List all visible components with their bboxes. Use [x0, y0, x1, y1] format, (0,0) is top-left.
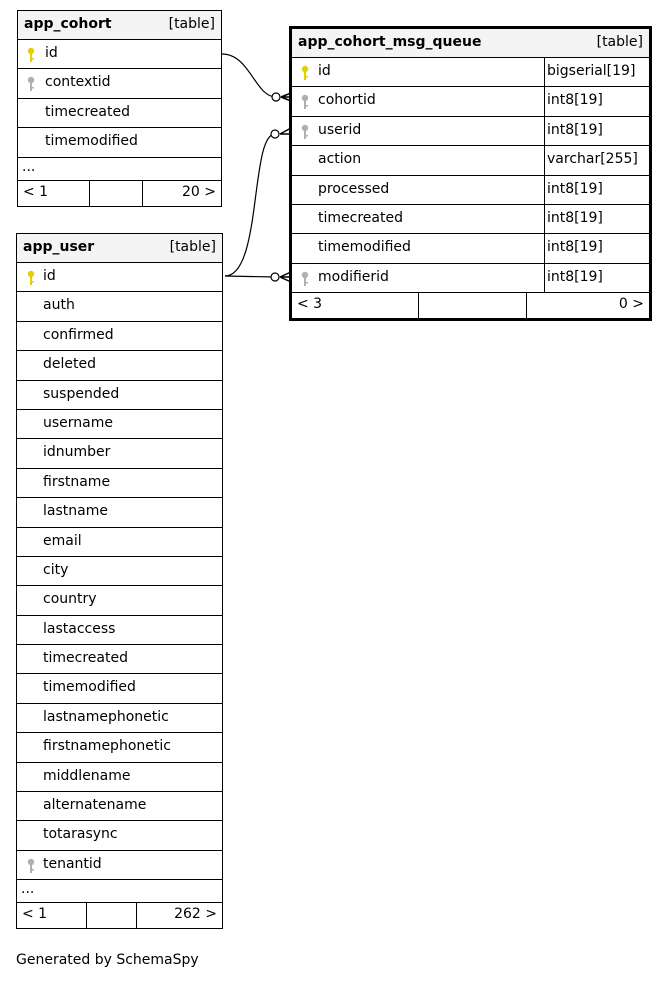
column-row[interactable]: [17, 381, 222, 410]
column-list: [292, 58, 649, 293]
link-user-to-queue-userid: [225, 134, 275, 276]
column-name: timemodified: [318, 239, 411, 256]
children-count[interactable]: 20 >: [182, 183, 216, 200]
column-type: varchar[255]: [547, 151, 638, 168]
column-type: int8[19]: [547, 268, 603, 285]
column-name: timemodified: [43, 679, 136, 696]
column-name: confirmed: [43, 326, 114, 343]
footer-divider: [86, 903, 87, 928]
foreign-key-icon: [300, 271, 310, 287]
column-row[interactable]: [17, 586, 222, 615]
column-row[interactable]: [17, 292, 222, 321]
column-row[interactable]: [17, 439, 222, 468]
link-cohort-to-queue: [222, 54, 276, 97]
column-row[interactable]: [18, 69, 221, 98]
column-type: int8[19]: [547, 180, 603, 197]
link-user-to-queue-modifierid: [225, 276, 275, 277]
column-name: auth: [43, 297, 75, 314]
footer-divider: [89, 181, 90, 206]
column-row[interactable]: [17, 498, 222, 527]
column-row[interactable]: [18, 99, 221, 128]
column-row[interactable]: [292, 234, 649, 263]
column-name: id: [43, 268, 56, 284]
column-list: [17, 263, 222, 880]
footer-divider: [418, 293, 419, 318]
column-row[interactable]: [18, 40, 221, 69]
foreign-key-icon: [26, 858, 36, 874]
column-type: int8[19]: [547, 92, 603, 109]
column-list: [18, 40, 221, 158]
column-name: timecreated: [45, 103, 130, 120]
column-divider: [544, 176, 545, 205]
crowfoot-userid: [271, 128, 291, 138]
column-name: city: [43, 561, 69, 578]
children-count[interactable]: 0 >: [618, 296, 644, 313]
crowfoot-modifierid: [271, 272, 291, 282]
table-type: [table]: [596, 34, 643, 50]
column-name: email: [43, 532, 82, 549]
column-row[interactable]: [17, 557, 222, 586]
parents-count[interactable]: < 3: [297, 296, 323, 313]
primary-key-icon: [300, 65, 310, 81]
column-row[interactable]: [292, 264, 649, 293]
column-row[interactable]: [17, 674, 222, 703]
table-type: [table]: [169, 239, 216, 255]
column-row[interactable]: [292, 117, 649, 146]
more-columns: ...: [18, 158, 221, 181]
generated-by-credit: Generated by SchemaSpy: [16, 952, 199, 968]
column-row[interactable]: [17, 263, 222, 292]
column-name: username: [43, 414, 113, 431]
children-count[interactable]: 262 >: [174, 906, 217, 923]
column-row[interactable]: [292, 58, 649, 87]
column-name: deleted: [43, 356, 96, 373]
parents-count[interactable]: < 1: [23, 183, 49, 200]
column-name: middlename: [43, 767, 131, 784]
column-divider: [544, 87, 545, 116]
column-name: alternatename: [43, 797, 147, 814]
column-name: idnumber: [43, 444, 111, 461]
more-columns: ...: [17, 880, 222, 903]
table-type: [table]: [168, 16, 215, 32]
primary-key-icon: [26, 47, 36, 63]
table-app-cohort-msg-queue[interactable]: [289, 26, 652, 321]
column-row[interactable]: [17, 351, 222, 380]
table-footer: [17, 903, 222, 928]
column-row[interactable]: [17, 704, 222, 733]
column-row[interactable]: [292, 146, 649, 175]
column-name: totarasync: [43, 826, 118, 843]
column-name: timecreated: [43, 650, 128, 667]
column-row[interactable]: [17, 410, 222, 439]
column-type: int8[19]: [547, 239, 603, 256]
column-name: id: [45, 45, 58, 61]
column-name: tenantid: [43, 855, 102, 872]
column-name: contextid: [45, 74, 111, 91]
column-divider: [544, 117, 545, 146]
footer-divider: [526, 293, 527, 318]
column-divider: [544, 264, 545, 293]
column-name: processed: [318, 180, 390, 197]
table-footer: [292, 293, 649, 318]
parents-count[interactable]: < 1: [22, 906, 48, 923]
column-name: id: [318, 63, 331, 79]
column-row[interactable]: [18, 128, 221, 157]
table-header: [292, 29, 649, 58]
foreign-key-icon: [26, 76, 36, 92]
column-row[interactable]: [17, 645, 222, 674]
column-divider: [544, 234, 545, 263]
column-name: lastaccess: [43, 620, 116, 637]
column-row[interactable]: [292, 87, 649, 116]
column-type: bigserial[19]: [547, 63, 636, 79]
column-row[interactable]: [17, 616, 222, 645]
foreign-key-icon: [300, 124, 310, 140]
column-name: firstnamephonetic: [43, 738, 171, 755]
column-row[interactable]: [17, 733, 222, 762]
column-row[interactable]: [292, 176, 649, 205]
column-name: modifierid: [318, 268, 389, 285]
column-row[interactable]: [17, 851, 222, 880]
table-footer: [18, 181, 221, 206]
primary-key-icon: [26, 270, 36, 286]
column-name: firstname: [43, 473, 111, 490]
table-header: [17, 234, 222, 263]
column-type: int8[19]: [547, 209, 603, 226]
table-name[interactable]: app_cohort_msg_queue: [298, 34, 482, 50]
column-name: country: [43, 591, 97, 608]
column-name: lastname: [43, 503, 108, 520]
column-divider: [544, 58, 545, 87]
table-header: [18, 11, 221, 40]
column-row[interactable]: [292, 205, 649, 234]
column-name: cohortid: [318, 92, 376, 109]
column-name: timemodified: [45, 133, 138, 150]
column-name: userid: [318, 121, 362, 138]
column-name: lastnamephonetic: [43, 708, 169, 725]
column-row[interactable]: [17, 821, 222, 850]
table-app-cohort[interactable]: [17, 10, 222, 207]
column-type: int8[19]: [547, 121, 603, 138]
column-row[interactable]: [17, 792, 222, 821]
table-app-user[interactable]: [16, 233, 223, 929]
column-name: action: [318, 151, 362, 168]
table-name[interactable]: app_user: [23, 239, 95, 255]
column-row[interactable]: [17, 322, 222, 351]
column-name: timecreated: [318, 209, 403, 226]
table-name[interactable]: app_cohort: [24, 16, 112, 32]
column-divider: [544, 205, 545, 234]
column-row[interactable]: [17, 469, 222, 498]
foreign-key-icon: [300, 94, 310, 110]
column-divider: [544, 146, 545, 175]
footer-divider: [136, 903, 137, 928]
column-name: suspended: [43, 385, 120, 402]
column-row[interactable]: [17, 528, 222, 557]
footer-divider: [142, 181, 143, 206]
column-row[interactable]: [17, 763, 222, 792]
